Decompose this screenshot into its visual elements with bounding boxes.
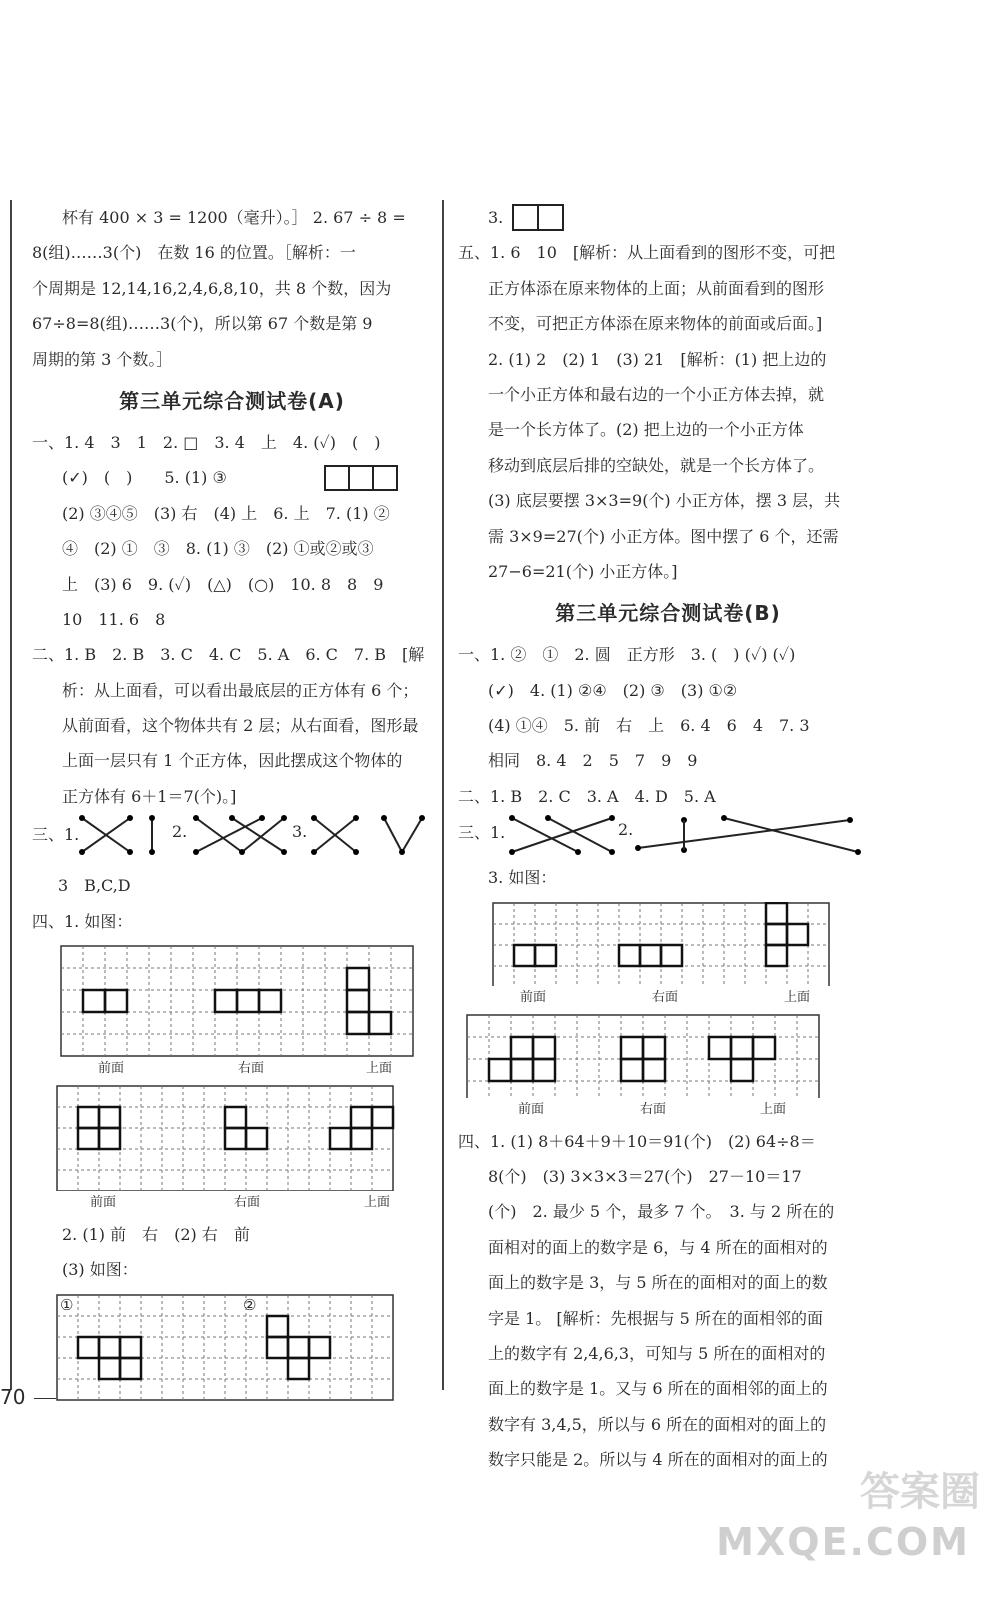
text-line: 一、1. 4 3 1 2. □ 3. 4 上 4. (✓) ( )	[32, 432, 381, 452]
text-line: 67÷8=8(组)……3(个)，所以第 67 个数是第 9	[32, 314, 373, 334]
text-line: 正方体有 6＋1＝7(个)。]	[62, 786, 237, 806]
text-line: 四、1. 如图：	[32, 911, 133, 931]
label: 2.	[618, 820, 634, 840]
label: 2.	[172, 822, 188, 842]
matching-lines-b1	[508, 814, 618, 858]
left-column	[32, 200, 432, 1406]
text-line: 一个小正方体和最右边的一个小正方体去掉，就	[488, 384, 825, 404]
text-line: 需 3×9=27(个) 小正方体。图中摆了 6 个，还需	[488, 526, 839, 546]
grid-label-front: 前面	[98, 1061, 125, 1077]
grid-label-right: 右面	[238, 1061, 265, 1077]
text-line: 上 (3) 6 9. (✓) (△) (○) 10. 8 8 9	[62, 574, 384, 594]
text-line: 27−6=21(个) 小正方体。]	[488, 561, 678, 581]
grid-label-top: 上面	[760, 1101, 787, 1117]
grid-label-right: 右面	[640, 1101, 667, 1117]
text-line: 数字只能是 2。所以与 4 所在的面相对的面上的	[488, 1450, 828, 1470]
text-line: 二、1. B 2. B 3. C 4. C 5. A 6. C 7. B [解	[32, 645, 425, 665]
label: 三、1.	[32, 825, 80, 845]
text-line: 正方体添在原来物体的上面；从前面看到的图形	[488, 278, 825, 298]
matching-diagrams-b	[458, 814, 878, 860]
grid-label-top: 上面	[366, 1061, 393, 1077]
text-line: 上面一层只有 1 个正方体，因此摆成这个物体的	[62, 751, 403, 771]
grid-figure-b2	[466, 1014, 878, 1120]
grid-2	[56, 1085, 422, 1191]
grid-labels	[60, 1057, 432, 1079]
text-line: 个周期是 12,14,16,2,4,6,8,10，共 8 个数，因为	[32, 278, 392, 298]
text-line: 从前面看，这个物体共有 2 层；从右面看，图形最	[62, 716, 419, 736]
grid-label-top: 上面	[364, 1195, 391, 1211]
text-line-part: (✓) ( ) 5. (1) ③	[62, 468, 227, 488]
matching-line-vertical	[146, 814, 158, 858]
grid-figure-2	[56, 1085, 432, 1213]
page-number-dash	[34, 1398, 56, 1399]
text-line: 面上的数字是 1。又与 6 所在的面相邻的面上的	[488, 1379, 828, 1399]
text-line: 是一个长方体了。(2) 把上边的一个小正方体	[488, 420, 804, 440]
grid-label-right: 右面	[652, 989, 679, 1005]
matching-lines-v	[380, 814, 428, 858]
text-line: 2. (1) 2 (2) 1 (3) 21 [解析：(1) 把上边的	[488, 349, 827, 369]
page-number: 70	[0, 1385, 26, 1409]
text-line: 二、1. B 2. C 3. A 4. D 5. A	[458, 786, 716, 806]
watermark-url: MXQE.COM	[716, 1520, 970, 1564]
text-line: 不变，可把正方体添在原来物体的前面或后面。]	[488, 314, 823, 334]
text-line: (3) 如图：	[62, 1260, 138, 1280]
text-line: 3 B,C,D	[58, 876, 131, 896]
text-line: 析：从上面看，可以看出最底层的正方体有 6 个；	[62, 680, 419, 700]
text-line: 8(个) (3) 3×3×3＝27(个) 27－10＝17	[488, 1167, 802, 1187]
watermark-logo: 答案圈	[860, 1468, 980, 1515]
grid-label-top: 上面	[784, 989, 811, 1005]
grid-3	[56, 1294, 422, 1402]
text-line: 8(组)……3(个) 在数 16 的位置。［解析：一	[32, 243, 356, 263]
three-square-figure	[324, 465, 400, 491]
text-line: 面上的数字是 3，与 5 所在的面相对的面上的数	[488, 1273, 828, 1293]
text-line	[458, 200, 878, 235]
grid-figure-3	[56, 1294, 432, 1402]
text-line: 字是 1。 [解析：先根据与 5 所在的面相邻的面	[488, 1308, 823, 1328]
text-line: 面相对的面上的数字是 6，与 4 所在的面相对的	[488, 1237, 828, 1257]
text-line: 2. (1) 前 右 (2) 右 前	[62, 1225, 250, 1245]
grid-label-front: 前面	[518, 1101, 545, 1117]
left-margin-rule	[10, 200, 12, 1390]
text-line: 3. 如图：	[488, 868, 557, 888]
text-line: 上的数字有 2,4,6,3，可知与 5 所在的面相对的	[488, 1343, 826, 1363]
grid-labels	[492, 986, 878, 1008]
text-line: 一、1. ② ① 2. 圆 正方形 3. ( ) (✓) (✓)	[458, 645, 796, 665]
grid-figure-b1	[492, 902, 878, 1008]
text-line: ④ (2) ① ③ 8. (1) ③ (2) ①或②或③	[62, 539, 374, 559]
matching-lines-1	[78, 814, 138, 858]
grid-labels	[56, 1191, 432, 1213]
grid-label-front: 前面	[520, 989, 547, 1005]
matching-lines-b2	[634, 814, 864, 858]
text-line: 四、1. (1) 8＋64＋9＋10＝91(个) (2) 64÷8＝	[458, 1131, 816, 1151]
grid-labels	[466, 1098, 878, 1120]
text-line	[32, 460, 432, 495]
matching-lines-3	[310, 814, 362, 858]
text-line: (✓) 4. (1) ②④ (2) ③ (3) ①②	[488, 680, 738, 700]
text-line: (个) 2. 最少 5 个，最多 7 个。 3. 与 2 所在的	[488, 1202, 835, 1222]
text-line: 数字有 3,4,5，所以与 6 所在的面相对的面上的	[488, 1414, 827, 1434]
right-column	[458, 200, 878, 1478]
text-line: 周期的第 3 个数。］	[32, 349, 173, 369]
grid-b2	[466, 1014, 826, 1098]
grid-1	[60, 945, 424, 1057]
circled-label-2: ②	[243, 1295, 257, 1314]
grid-label-front: 前面	[90, 1195, 117, 1211]
grid-figure-1	[60, 945, 432, 1079]
circled-label-1: ①	[60, 1295, 74, 1314]
grid-label-right: 右面	[234, 1195, 261, 1211]
two-square-figure	[512, 204, 564, 232]
label: 三、1.	[458, 823, 506, 843]
text-line: 杯有 400 × 3 = 1200（毫升）。］ 2. 67 ÷ 8 =	[62, 208, 406, 227]
label: 3.	[292, 822, 308, 842]
matching-diagrams	[32, 814, 432, 868]
text-line: 五、1. 6 10 [解析：从上面看到的图形不变，可把	[458, 243, 836, 263]
text-line: (4) ①④ 5. 前 右 上 6. 4 6 4 7. 3	[488, 716, 810, 736]
center-column-rule	[442, 200, 444, 1390]
section-heading-b: 第三单元综合测试卷(B)	[555, 601, 781, 626]
matching-lines-2	[192, 814, 288, 858]
label: 3.	[488, 208, 504, 227]
text-line: (2) ③④⑤ (3) 右 (4) 上 6. 上 7. (1) ②	[62, 503, 390, 523]
grid-b1	[492, 902, 844, 986]
text-line: 10 11. 6 8	[62, 609, 166, 629]
text-line: 移动到底层后排的空缺处，就是一个长方体了。	[488, 455, 825, 475]
text-line: (3) 底层要摆 3×3=9(个) 小正方体，摆 3 层，共	[488, 491, 841, 511]
text-line: 相同 8. 4 2 5 7 9 9	[488, 751, 698, 771]
section-heading-a: 第三单元综合测试卷(A)	[119, 388, 345, 413]
